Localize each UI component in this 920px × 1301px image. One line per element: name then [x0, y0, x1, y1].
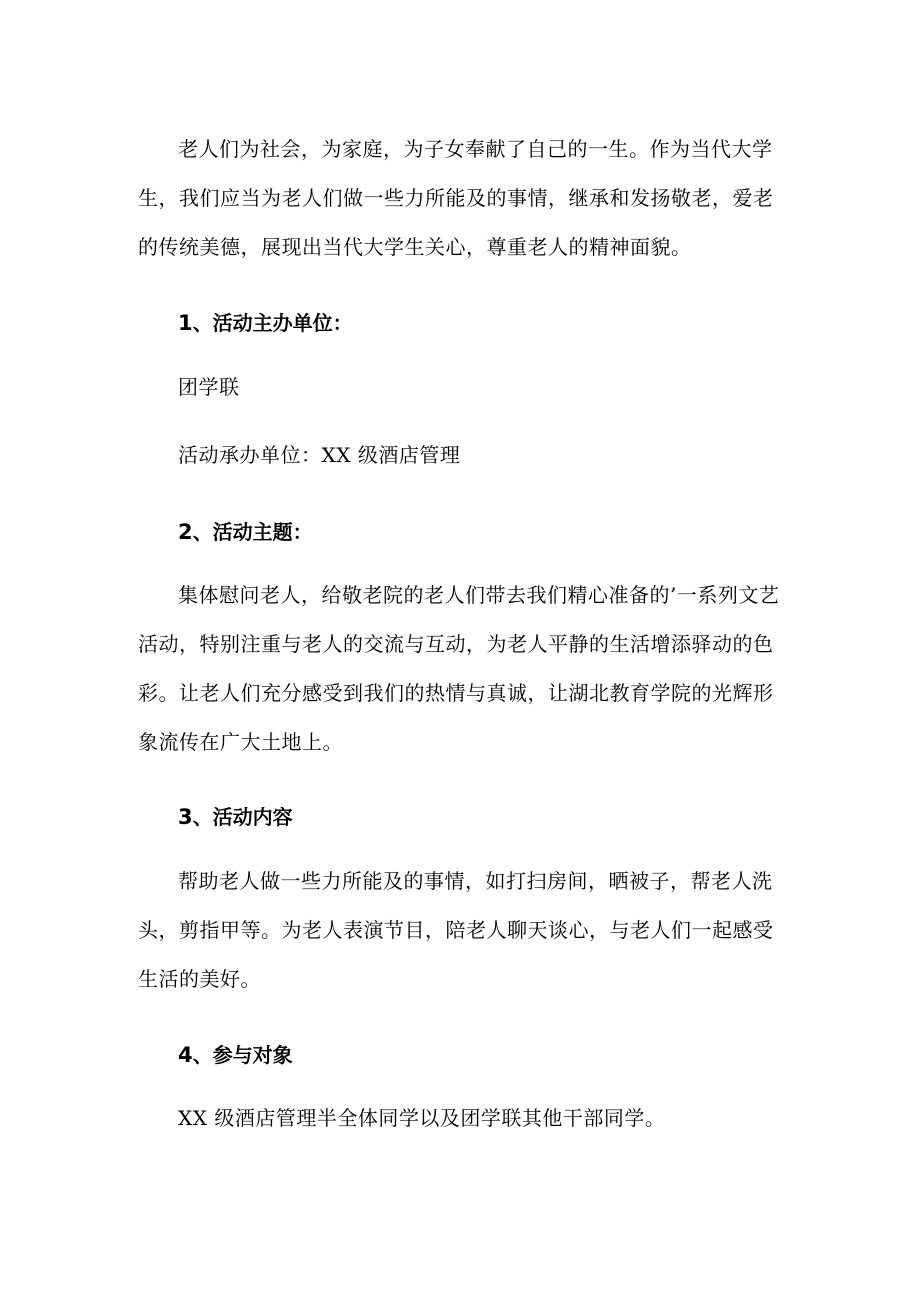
section-2-title: 、活动主题： [192, 520, 313, 544]
section-4-number: 4 [178, 1043, 193, 1067]
section-3-heading [178, 802, 293, 832]
intro-paragraph: 老人们为社会，为家庭，为子女奉献了自己的一生。作为当代大学生，我们应当为老人们做一些力所能及的事情，继承和发扬敬老，爱老的传统美德，展现出当代大学生关心，尊重老人的精神面貌。 [138, 137, 774, 259]
section-1-title: 、活动主办单位： [192, 311, 353, 335]
section-2-body: 集体慰问老人，给敬老院的老人们带去我们精心准备的’一系列文艺活动，特别注重与老人的交流与互动，为老人平静的生活增添驿动的色彩。让老人们充分感受到我们的热情与真诚，让湖北教育学院的光辉形象流传在广大土地上。 [138, 583, 780, 754]
section-1-number: 1 [178, 311, 193, 335]
section-3-title: 、活动内容 [192, 805, 293, 829]
section-3-number: 3 [178, 805, 193, 829]
section-4-body: XX 级酒店管理半全体同学以及团学联其他干部同学。 [178, 1106, 666, 1130]
section-4-title: 、参与对象 [192, 1043, 293, 1067]
section-3-body: 帮助老人做一些力所能及的事情，如打扫房间，晒被子，帮老人洗头，剪指甲等。为老人表演节目，陪老人聊天谈心，与老人们一起感受生活的美好。 [138, 869, 774, 991]
section-2-heading [178, 517, 313, 547]
section-4-heading [178, 1040, 293, 1070]
section-1-heading [178, 308, 353, 338]
co-organizer-text: 活动承办单位：XX 级酒店管理 [178, 443, 461, 467]
section-2-number: 2 [178, 520, 193, 544]
organizer-text: 团学联 [178, 375, 240, 399]
